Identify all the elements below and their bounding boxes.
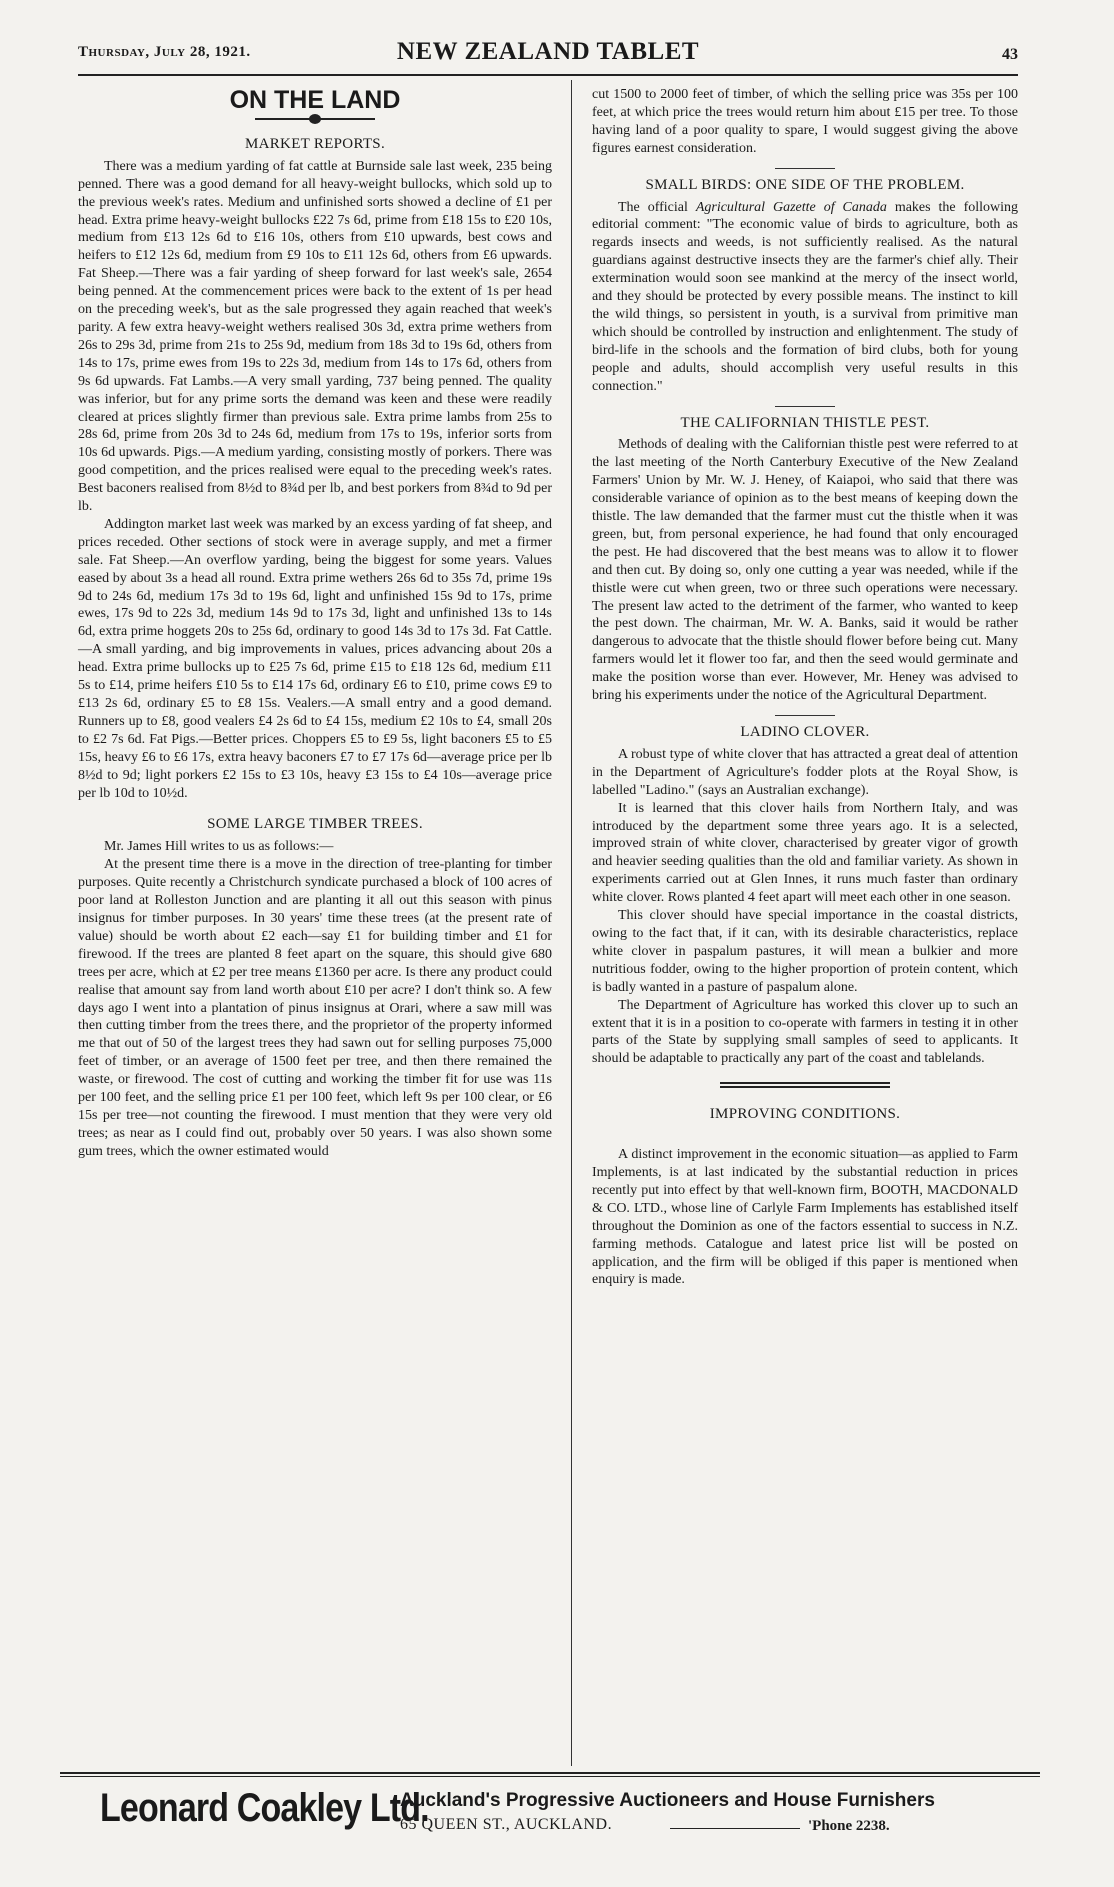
divider: [775, 168, 835, 169]
thistle-heading: THE CALIFORNIAN THISTLE PEST.: [680, 414, 930, 431]
clover-paragraph: A robust type of white clover that has attracted a great deal of attention in the Department of Agriculture's fodder plots at the Royal Show, is labelled "Ladino." (says an Australian exchange).: [592, 746, 1018, 798]
footer-rule: [60, 1772, 1040, 1774]
birds-text: makes the following editorial comment: "The economic value of birds to agriculture, both as regards insects and weeds, is not sufficiently realised. As the natural guardians against destructive insects they are the farmer's chief ally. Their extermination would soon see mankind at the mercy of the insect world, and they should be protected by every possible means. The instinct to kill the wild things, so persistent in youth, is a survival from primitive man which should be controlled by instruction and enlightenment. The study of bird-life in the schools and the formation of bird clubs, both for young people and adults, should accomplish very useful results in this connection.": [592, 199, 1019, 394]
market-paragraph: Addington market last week was marked by an excess yarding of fat sheep, and prices receded. Other sections of stock were in average supply, and met a firmer sale. Fat Sheep.—An overflow yarding, being the biggest for some years. Values eased by about 3s a head all round. Extra prime wethers 26s 6d to 35s 7d, prime 19s 9d to 24s 6d, medium 17s 3d to 19s 6d, light and unfinished 15s 9d to 17s, prime ewes, 17s 9d to 22s 3d, medium 14s 9d to 17s 3d, light and unfinished 13s to 14s 6d, extra prime hoggets 20s to 25s 6d, ordinary to good 14s 3d to 17s 3d. Fat Cattle.—A small yarding, and big improvements in values, prices advancing about 20s a head. Extra prime bullocks up to £25 7s 6d, prime £15 to £18 12s 6d, medium £11 5s to £14, prime heifers £10 5s to £14 17s 6d, ordinary £6 to £10, prime cows £9 to £13 2s 6d, ordinary £5 to £8 15s. Vealers.—A small entry and a good demand. Runners up to £8, good vealers £4 2s 6d to £4 15s, medium £2 10s to £4, small 20s to £2 7s 6d. Fat Pigs.—Better prices. Choppers £5 to £9 5s, light baconers £5 to £5 15s, heavy £6 to £6 17s, extra heavy baconers £7 to £7 17s 6d—average price per lb 8½d to 9d; light porkers £2 15s to £3 10s, heavy £3 15s to £4 10s—average price per lb 10d to 10½d.: [78, 516, 552, 801]
title-ornament: [255, 112, 375, 126]
clover-heading: LADINO CLOVER.: [740, 724, 870, 740]
timber-continuation: cut 1500 to 2000 feet of timber, of which the selling price was 35s per 100 feet, at which price the trees would return him about £15 per tree. To those having land of a poor quality to spare, I would suggest giving the above figures earnest consideration.: [592, 87, 1018, 156]
footer-rule: [60, 1776, 1040, 1777]
market-reports-heading: MARKET REPORTS.: [244, 135, 385, 152]
improving-heading: IMPROVING CONDITIONS.: [709, 1106, 901, 1123]
left-column: [78, 86, 552, 1161]
advertiser-tagline: Auckland's Progressive Auctioneers and House Furnishers: [400, 1790, 935, 1811]
advertiser-brand: Leonard Coakley Ltd.: [100, 1786, 429, 1830]
publication-title: NEW ZEALAND TABLET: [396, 38, 700, 65]
birds-heading: SMALL BIRDS: ONE SIDE OF THE PROBLEM.: [645, 176, 965, 193]
birds-text: The official: [618, 199, 696, 215]
column-divider: [571, 80, 572, 1766]
clover-paragraph: It is learned that this clover hails from Northern Italy, and was introduced by the department some three years ago. It is a selected, improved strain of white clover, characterised by greater vigor of growth and heavier seeding qualities than the old and familiar variety. As shown in experiments carried out at Glen Innes, it runs much faster than ordinary white clover. Rows planted 4 feet apart will meet each other in one season.: [592, 800, 1018, 906]
footer-advertisement: [60, 1780, 1040, 1860]
gazette-title: Agricultural Gazette of Canada: [695, 199, 887, 215]
section-title: ON THE LAND: [229, 86, 401, 114]
header-rule: [78, 74, 1018, 76]
advertiser-phone: 'Phone 2238.: [808, 1818, 890, 1834]
timber-paragraph: At the present time there is a move in the direction of tree-planting for timber purposes. Quite recently a Christchurch syndicate purchased a block of 100 acres of poor land at Rolleston Junction and are planting it all out this season with pinus insignus for timber purposes. In 30 years' time these trees (at the present rate of value) should be worth about £2 each—say £1 for building timber and £1 for firewood. If the trees are planted 8 feet apart on the square, this should give 680 trees per acre, which at £2 per tree means £1360 per acre. Is there any product could realise that amount say from land worth about £10 per acre? I don't think so. A few days ago I went into a plantation of pinus insignus at Orari, where a saw mill was then cutting timber from the trees there, and the proprietor of the property informed me that out of 50 of the largest trees they had sawn out for selling purposes 75,000 feet of timber, or an average of 1500 feet per tree, and then there remained the waste, or firewood. The cost of cutting and working the timber fit for use was 11s per 100 feet, and the selling price £1 per 100 feet, which left 9s per 100 clear, or £6 15s per tree—not counting the firewood. I must mention that they were very old trees; as near as I could find out, probably over 50 years. I was also shown some gum trees, which the owner estimated would: [78, 857, 552, 1159]
page-number: 43: [1002, 46, 1018, 63]
page-header: [78, 38, 1018, 72]
timber-intro: Mr. James Hill writes to us as follows:—: [104, 839, 334, 855]
clover-paragraph: This clover should have special importance in the coastal districts, owing to the fact that, if it can, with its desirable characteristics, replace white clover in paspalum pastures, it will mean a bulkier and more nutritious fodder, owing to the higher proportion of protein content, which is badly wanted in a pasture of paspalum alone.: [592, 908, 1018, 995]
market-paragraph: There was a medium yarding of fat cattle at Burnside sale last week, 235 being penned. There was a good demand for all heavy-weight bullocks, which sold up to the previous week's rates. Medium and unfinished sorts showed a decline of £1 per head. Extra prime heavy-weight bullocks £22 7s 6d, prime from £18 15s to £20 10s, medium from £13 12s 6d to £16 10s, others from £10 upwards, best cows and heifers to £12 12s 6d, medium from £9 10s to £11 12s 6d, others from £6 upwards. Fat Sheep.—There was a fair yarding of sheep forward for last week's sale, 2654 being penned. At the commencement prices were back to the extent of 1s per head on the preceding week's, but as the sale progressed they again reached that week's parity. A few extra heavy-weight wethers realised 30s 3d, extra prime wethers from 26s to 29s 3d, prime from 21s to 25s 9d, medium from 18s 3d to 19s 6d, others from 14s to 17s, prime ewes from 19s to 22s 3d, medium from 14s to 17s 6d, others from 9s 6d upwards. Fat Lambs.—A very small yarding, 737 being penned. The quality was inferior, but for any prime sorts the demand was keen and these were readily cleared at prices slightly firmer than previous sale. Extra prime lambs from 25s to 28s 6d, prime from 20s 3d to 24s 6d, medium from 17s to 19s, inferior sorts from 10s 6d upwards. Pigs.—A medium yarding, consisting mostly of porkers. There was good competition, and the prices realised were equal to the preceding week's rates. Best baconers realised from 8½d to 8¾d per lb, and best porkers from 8¾d to 9d per lb.: [78, 158, 552, 515]
advertiser-address: 65 QUEEN ST., AUCKLAND.: [400, 1816, 613, 1833]
right-column: [592, 86, 1018, 1289]
divider: [775, 406, 835, 407]
thistle-paragraph: Methods of dealing with the Californian thistle pest were referred to at the last meeting of the North Canterbury Executive of the New Zealand Farmers' Union by Mr. W. J. Heney, of Kaiapoi, who said that there was considerable variance of opinion as to the best means of keeping down the thistle. The law demanded that the farmer must cut the thistle when it was green, but, from personal experience, he had found that only encouraged the pest. He had discovered that the best means was to allow it to flower and then cut. By doing so, only one cutting a year was needed, while if the thistle were cut when green, two or three such operations were necessary. The present law acted to the detriment of the farmer, who wanted to keep the pest down. The chairman, Mr. W. A. Banks, said it would be rather dangerous to advocate that the thistle should flower before being cut. Many farmers would let it flower too far, and then the seed would germinate and make the position worse than ever. However, Mr. Heney was advised to bring his experiments under the notice of the Agricultural Department.: [592, 437, 1018, 704]
timber-heading: SOME LARGE TIMBER TREES.: [207, 816, 423, 833]
double-rule: [720, 1082, 890, 1088]
footer-leader-line: [670, 1828, 800, 1829]
birds-paragraph: [592, 199, 1018, 396]
divider: [775, 715, 835, 716]
clover-paragraph: The Department of Agriculture has worked this clover up to such an extent that it is in a position to co-operate with farmers in testing it in other parts of the State by supplying small samples of seed to applicants. It should be adaptable to practically any part of the coast and tablelands.: [592, 997, 1018, 1067]
issue-date: Thursday, July 28, 1921.: [78, 44, 251, 60]
improving-paragraph: A distinct improvement in the economic situation—as applied to Farm Implements, is at last indicated by the substantial reduction in prices recently put into effect by that well-known firm, BOOTH, MACDONALD & CO. LTD., whose line of Carlyle Farm Implements has established itself throughout the Dominion as one of the factors essential to success in N.Z. farming methods. Catalogue and latest price list will be posted on application, and the firm will be obliged if this paper is mentioned when enquiry is made.: [592, 1147, 1018, 1288]
